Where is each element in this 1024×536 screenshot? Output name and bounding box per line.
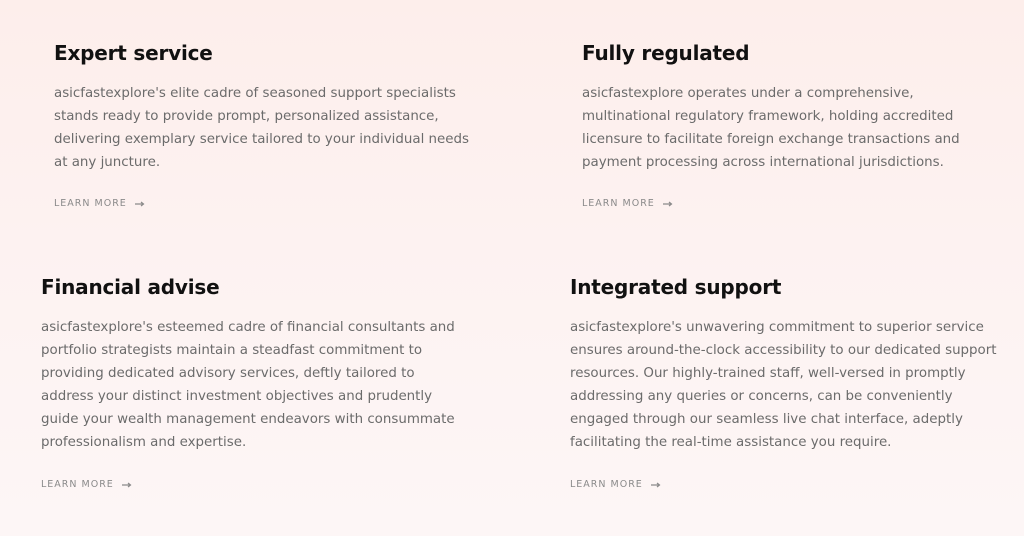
learn-more-link[interactable] [41, 479, 132, 490]
feature-title: Fully regulated [582, 41, 750, 65]
feature-financial-advise [41, 274, 471, 491]
feature-description: asicfastexplore operates under a comprehensive, multinational regulatory framework, holding accredited licensure to facilitate foreign exchange transactions and payment processing across international jurisdictions. [582, 86, 960, 170]
learn-more-label: LEARN MORE [54, 198, 127, 209]
feature-integrated-support [570, 274, 1000, 491]
feature-title: Expert service [54, 41, 213, 65]
feature-title: Financial advise [41, 275, 220, 299]
arrow-right-icon [663, 201, 673, 207]
learn-more-link[interactable] [570, 479, 661, 490]
learn-more-label: LEARN MORE [41, 479, 114, 490]
arrow-right-icon [122, 482, 132, 488]
feature-expert-service [54, 40, 474, 210]
learn-more-label: LEARN MORE [582, 198, 655, 209]
arrow-right-icon [651, 482, 661, 488]
feature-description: asicfastexplore's elite cadre of seasoned support specialists stands ready to provide prompt, personalized assistance, delivering exemplary service tailored to your individual needs at any juncture. [54, 86, 469, 170]
arrow-right-icon [135, 201, 145, 207]
feature-title: Integrated support [570, 275, 782, 299]
feature-description: asicfastexplore's unwavering commitment to superior service ensures around-the-clock accessibility to our dedicated support resources. Our highly-trained staff, well-versed in promptly addressing any queries or concerns, can be conveniently engaged through our seamless live chat interface, adeptly facilitating the real-time assistance you require. [570, 320, 997, 450]
feature-fully-regulated [582, 40, 982, 210]
feature-description: asicfastexplore's esteemed cadre of financial consultants and portfolio strategists maintain a steadfast commitment to providing dedicated advisory services, deftly tailored to address your distinct investment objectives and prudently guide your wealth management endeavors with consummate professionalism and expertise. [41, 320, 455, 450]
learn-more-link[interactable] [582, 198, 673, 209]
learn-more-link[interactable] [54, 198, 145, 209]
learn-more-label: LEARN MORE [570, 479, 643, 490]
